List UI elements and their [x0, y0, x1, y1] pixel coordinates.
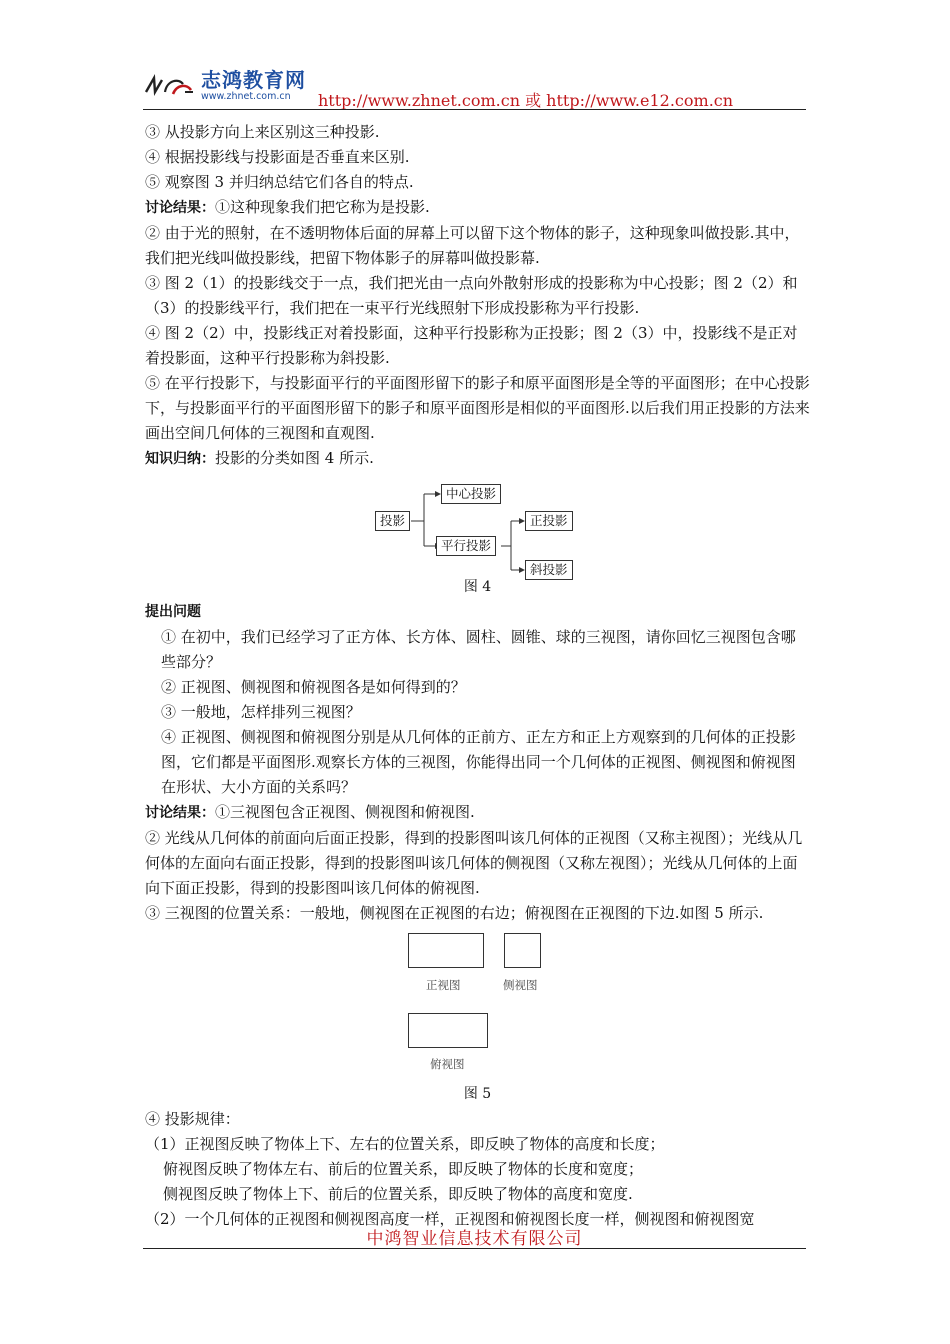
- question-item: ③ 一般地，怎样排列三视图？: [161, 703, 361, 721]
- paragraph: ⑤ 观察图 3 并归纳总结它们各自的特点.: [145, 173, 414, 191]
- question-item: ① 在初中，我们已经学习了正方体、长方体、圆柱、圆锥、球的三视图，请你回忆三视图包含哪些部分？: [161, 628, 796, 671]
- paragraph: ③ 从投影方向上来区别这三种投影.: [145, 123, 380, 141]
- rule-item: 俯视图反映了物体左右、前后的位置关系，即反映了物体的长度和宽度；: [163, 1160, 644, 1178]
- discussion-result-1: 讨论结果：①这种现象我们把它称为是投影.: [145, 198, 430, 216]
- page-header: [143, 62, 806, 112]
- figure-4-caption: 图 4: [463, 579, 492, 595]
- document-body: [145, 120, 810, 1232]
- rule-item: 侧视图反映了物体上下、前后的位置关系，即反映了物体的高度和宽度.: [163, 1185, 633, 1203]
- side-view-label: 侧视图: [503, 978, 538, 992]
- header-divider: [143, 109, 806, 110]
- tree-node-parallel: 平行投影: [436, 536, 496, 556]
- logo-site: www.zhnet.com.cn: [201, 91, 291, 102]
- logo-mark-icon: [143, 70, 197, 100]
- figure-4-projection-tree: [145, 479, 810, 575]
- knowledge-summary: 知识归纳：投影的分类如图 4 所示.: [145, 449, 374, 467]
- discussion-label: 讨论结果：: [145, 200, 215, 216]
- figure-5-three-views: [145, 930, 810, 1082]
- question-item: ② 正视图、侧视图和俯视图各是如何得到的？: [161, 678, 466, 696]
- discussion-result-2: 讨论结果：①三视图包含正视图、侧视图和俯视图.: [145, 803, 475, 821]
- tree-node-root: 投影: [375, 511, 410, 531]
- rule-item: （2）一个几何体的正视图和侧视图高度一样，正视图和俯视图长度一样，侧视图和俯视图宽: [145, 1210, 755, 1228]
- question-item: ④ 正视图、侧视图和俯视图分别是从几何体的正前方、正左方和正上方观察到的几何体的正投影图，它们都是平面图形.观察长方体的三视图，你能得出同一个几何体的正视图、侧视图和俯视图在形状、大小方面的关系吗？: [161, 728, 796, 796]
- front-view-rect: [408, 933, 484, 968]
- paragraph: ③ 图 2（1）的投影线交于一点，我们把光由一点向外散射形成的投影称为中心投影；图 2（2）和（3）的投影线平行，我们把在一束平行光线照射下形成投影称为平行投影.: [145, 274, 798, 317]
- tree-node-oblique: 斜投影: [525, 560, 573, 580]
- paragraph: ② 由于光的照射，在不透明物体后面的屏幕上可以留下这个物体的影子，这种现象叫做投影.其中，我们把光线叫做投影线，把留下物体影子的屏幕叫做投影幕.: [145, 224, 800, 267]
- front-view-label: 正视图: [426, 978, 461, 992]
- paragraph: ③ 三视图的位置关系：一般地，侧视图在正视图的右边；俯视图在正视图的下边.如图 5 所示.: [145, 904, 764, 922]
- paragraph: ⑤ 在平行投影下，与投影面平行的平面图形留下的影子和原平面图形是全等的平面图形；在中心投影下，与投影面平行的平面图形留下的影子和原平面图形是相似的平面图形.以后我们用正投影的方法来画出空间几何体的三视图和直观图.: [145, 374, 810, 442]
- side-view-rect: [504, 933, 541, 968]
- paragraph: ④ 根据投影线与投影面是否垂直来区别.: [145, 148, 410, 166]
- knowledge-label: 知识归纳：: [145, 451, 215, 467]
- top-view-label: 俯视图: [430, 1057, 465, 1071]
- tree-node-ortho: 正投影: [525, 511, 573, 531]
- rule-item: （1）正视图反映了物体上下、左右的位置关系，即反映了物体的高度和长度；: [145, 1135, 665, 1153]
- paragraph: ② 光线从几何体的前面向后面正投影，得到的投影图叫该几何体的正视图（又称主视图）；光线从几何体的左面向右面正投影，得到的投影图叫该几何体的侧视图（又称左视图）；光线从几何体的上面向下面正投影，得到的投影图叫该几何体的俯视图.: [145, 829, 803, 897]
- footer-company: 中鸿智业信息技术有限公司: [366, 1229, 583, 1249]
- top-view-rect: [408, 1013, 488, 1048]
- discussion-label: 讨论结果：: [145, 805, 215, 821]
- header-urls[interactable]: http://www.zhnet.com.cn 或 http://www.e12.com.cn: [318, 91, 734, 110]
- rules-title: ④ 投影规律：: [145, 1110, 240, 1128]
- tree-node-center: 中心投影: [441, 484, 501, 504]
- section-heading: 提出问题: [145, 604, 201, 620]
- footer-divider: [143, 1248, 806, 1249]
- paragraph: ④ 图 2（2）中，投影线正对着投影面，这种平行投影称为正投影；图 2（3）中，投影线不是正对着投影面，这种平行投影称为斜投影.: [145, 324, 798, 367]
- logo-name: 志鸿教育网: [201, 68, 306, 92]
- figure-5-caption: 图 5: [463, 1086, 492, 1102]
